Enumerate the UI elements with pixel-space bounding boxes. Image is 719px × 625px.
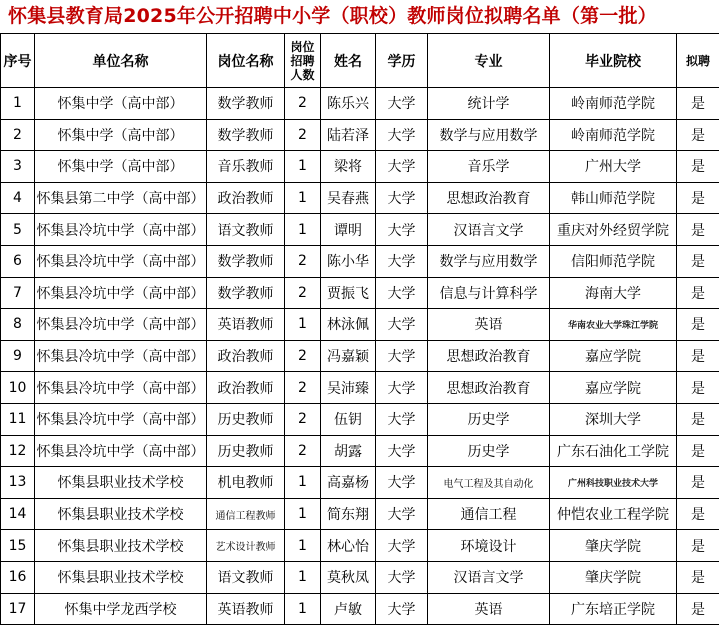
cell-seq: 6 <box>1 245 35 277</box>
cell-seq: 5 <box>1 214 35 246</box>
cell-major: 历史学 <box>428 435 550 467</box>
cell-major: 思想政治教育 <box>428 182 550 214</box>
cell-name: 贾振飞 <box>321 277 376 309</box>
table-row <box>1 88 719 120</box>
table-row <box>1 561 719 593</box>
cell-hire: 是 <box>677 403 719 435</box>
cell-seq: 4 <box>1 182 35 214</box>
cell-quota: 1 <box>285 309 321 341</box>
cell-unit: 怀集中学龙西学校 <box>35 593 207 625</box>
cell-school: 仲恺农业工程学院 <box>550 498 677 530</box>
cell-major: 英语 <box>428 309 550 341</box>
table-row <box>1 593 719 625</box>
cell-edu: 大学 <box>376 214 428 246</box>
cell-edu: 大学 <box>376 151 428 183</box>
cell-post: 历史教师 <box>207 435 285 467</box>
cell-hire: 是 <box>677 182 719 214</box>
cell-hire: 是 <box>677 277 719 309</box>
cell-quota: 1 <box>285 214 321 246</box>
cell-name: 胡露 <box>321 435 376 467</box>
cell-name: 陈小华 <box>321 245 376 277</box>
cell-quota: 2 <box>285 277 321 309</box>
cell-post: 艺术设计教师 <box>207 530 285 562</box>
cell-seq: 3 <box>1 151 35 183</box>
cell-seq: 15 <box>1 530 35 562</box>
cell-name: 伍钥 <box>321 403 376 435</box>
cell-school: 广州大学 <box>550 151 677 183</box>
cell-quota: 1 <box>285 467 321 499</box>
table-row <box>1 530 719 562</box>
cell-post: 英语教师 <box>207 593 285 625</box>
header-seq: 序号 <box>1 34 35 88</box>
cell-school: 重庆对外经贸学院 <box>550 214 677 246</box>
header-unit: 单位名称 <box>35 34 207 88</box>
cell-school: 深圳大学 <box>550 403 677 435</box>
cell-unit: 怀集县职业技术学校 <box>35 498 207 530</box>
cell-post: 音乐教师 <box>207 151 285 183</box>
cell-name: 林泳佩 <box>321 309 376 341</box>
cell-school: 岭南师范学院 <box>550 119 677 151</box>
cell-unit: 怀集县冷坑中学（高中部） <box>35 245 207 277</box>
cell-edu: 大学 <box>376 309 428 341</box>
cell-edu: 大学 <box>376 277 428 309</box>
cell-hire: 是 <box>677 119 719 151</box>
cell-name: 谭明 <box>321 214 376 246</box>
cell-school: 肇庆学院 <box>550 561 677 593</box>
cell-name: 莫秋凤 <box>321 561 376 593</box>
cell-school: 嘉应学院 <box>550 340 677 372</box>
cell-quota: 1 <box>285 182 321 214</box>
cell-quota: 2 <box>285 119 321 151</box>
cell-seq: 10 <box>1 372 35 404</box>
cell-quota: 1 <box>285 561 321 593</box>
cell-quota: 2 <box>285 245 321 277</box>
table-header-row <box>1 34 719 88</box>
cell-school: 海南大学 <box>550 277 677 309</box>
cell-edu: 大学 <box>376 530 428 562</box>
cell-post: 政治教师 <box>207 340 285 372</box>
cell-school: 信阳师范学院 <box>550 245 677 277</box>
hiring-table <box>0 33 719 625</box>
cell-hire: 是 <box>677 214 719 246</box>
table-row <box>1 498 719 530</box>
cell-major: 电气工程及其自动化 <box>428 467 550 499</box>
cell-post: 政治教师 <box>207 182 285 214</box>
cell-school: 广州科技职业技术大学 <box>550 467 677 499</box>
cell-seq: 9 <box>1 340 35 372</box>
cell-edu: 大学 <box>376 182 428 214</box>
table-row <box>1 340 719 372</box>
cell-hire: 是 <box>677 530 719 562</box>
cell-hire: 是 <box>677 88 719 120</box>
cell-name: 卢敏 <box>321 593 376 625</box>
table-row <box>1 467 719 499</box>
cell-seq: 12 <box>1 435 35 467</box>
table-row <box>1 309 719 341</box>
cell-name: 简东翔 <box>321 498 376 530</box>
cell-major: 英语 <box>428 593 550 625</box>
cell-post: 数学教师 <box>207 119 285 151</box>
table-row <box>1 372 719 404</box>
cell-unit: 怀集县冷坑中学（高中部） <box>35 214 207 246</box>
cell-seq: 11 <box>1 403 35 435</box>
cell-unit: 怀集中学（高中部） <box>35 119 207 151</box>
cell-hire: 是 <box>677 561 719 593</box>
cell-school: 韩山师范学院 <box>550 182 677 214</box>
cell-quota: 2 <box>285 340 321 372</box>
cell-quota: 2 <box>285 88 321 120</box>
cell-edu: 大学 <box>376 593 428 625</box>
cell-name: 高嘉杨 <box>321 467 376 499</box>
cell-quota: 2 <box>285 372 321 404</box>
cell-name: 林心怡 <box>321 530 376 562</box>
cell-name: 陆若泽 <box>321 119 376 151</box>
table-row <box>1 214 719 246</box>
cell-unit: 怀集县冷坑中学（高中部） <box>35 435 207 467</box>
cell-quota: 2 <box>285 403 321 435</box>
header-quota: 岗位招聘人数 <box>285 34 321 88</box>
cell-major: 音乐学 <box>428 151 550 183</box>
cell-hire: 是 <box>677 498 719 530</box>
table-row <box>1 151 719 183</box>
cell-seq: 14 <box>1 498 35 530</box>
cell-post: 语文教师 <box>207 214 285 246</box>
cell-unit: 怀集中学（高中部） <box>35 151 207 183</box>
cell-edu: 大学 <box>376 403 428 435</box>
cell-unit: 怀集县职业技术学校 <box>35 561 207 593</box>
header-major: 专业 <box>428 34 550 88</box>
cell-school: 广东培正学院 <box>550 593 677 625</box>
cell-major: 数学与应用数学 <box>428 119 550 151</box>
table-row <box>1 182 719 214</box>
cell-seq: 7 <box>1 277 35 309</box>
cell-post: 政治教师 <box>207 372 285 404</box>
cell-major: 汉语言文学 <box>428 214 550 246</box>
cell-seq: 16 <box>1 561 35 593</box>
cell-hire: 是 <box>677 151 719 183</box>
cell-seq: 2 <box>1 119 35 151</box>
cell-quota: 1 <box>285 530 321 562</box>
cell-edu: 大学 <box>376 88 428 120</box>
cell-name: 梁将 <box>321 151 376 183</box>
cell-seq: 13 <box>1 467 35 499</box>
header-hire: 拟聘 <box>677 34 719 88</box>
cell-post: 机电教师 <box>207 467 285 499</box>
cell-post: 语文教师 <box>207 561 285 593</box>
cell-seq: 17 <box>1 593 35 625</box>
cell-seq: 1 <box>1 88 35 120</box>
cell-major: 信息与计算科学 <box>428 277 550 309</box>
page-title: 怀集县教育局2025年公开招聘中小学（职校）教师岗位拟聘名单（第一批） <box>0 0 719 33</box>
cell-post: 数学教师 <box>207 88 285 120</box>
cell-unit: 怀集县冷坑中学（高中部） <box>35 340 207 372</box>
cell-edu: 大学 <box>376 498 428 530</box>
cell-unit: 怀集县第二中学（高中部） <box>35 182 207 214</box>
cell-edu: 大学 <box>376 561 428 593</box>
cell-school: 嘉应学院 <box>550 372 677 404</box>
cell-quota: 1 <box>285 593 321 625</box>
cell-unit: 怀集县冷坑中学（高中部） <box>35 277 207 309</box>
header-school: 毕业院校 <box>550 34 677 88</box>
table-row <box>1 119 719 151</box>
cell-major: 通信工程 <box>428 498 550 530</box>
cell-school: 肇庆学院 <box>550 530 677 562</box>
cell-hire: 是 <box>677 245 719 277</box>
cell-quota: 1 <box>285 151 321 183</box>
cell-major: 数学与应用数学 <box>428 245 550 277</box>
table-row <box>1 245 719 277</box>
table-row <box>1 435 719 467</box>
cell-post: 数学教师 <box>207 277 285 309</box>
cell-major: 思想政治教育 <box>428 372 550 404</box>
cell-edu: 大学 <box>376 435 428 467</box>
cell-edu: 大学 <box>376 372 428 404</box>
header-edu: 学历 <box>376 34 428 88</box>
cell-unit: 怀集县冷坑中学（高中部） <box>35 309 207 341</box>
cell-name: 冯嘉颖 <box>321 340 376 372</box>
cell-school: 广东石油化工学院 <box>550 435 677 467</box>
cell-major: 统计学 <box>428 88 550 120</box>
cell-major: 环境设计 <box>428 530 550 562</box>
cell-quota: 2 <box>285 435 321 467</box>
cell-hire: 是 <box>677 340 719 372</box>
cell-edu: 大学 <box>376 245 428 277</box>
cell-name: 吴春燕 <box>321 182 376 214</box>
cell-edu: 大学 <box>376 340 428 372</box>
cell-unit: 怀集中学（高中部） <box>35 88 207 120</box>
cell-school: 岭南师范学院 <box>550 88 677 120</box>
cell-quota: 1 <box>285 498 321 530</box>
cell-post: 通信工程教师 <box>207 498 285 530</box>
cell-edu: 大学 <box>376 467 428 499</box>
table-row <box>1 277 719 309</box>
cell-unit: 怀集县职业技术学校 <box>35 530 207 562</box>
cell-post: 历史教师 <box>207 403 285 435</box>
cell-seq: 8 <box>1 309 35 341</box>
cell-hire: 是 <box>677 309 719 341</box>
cell-hire: 是 <box>677 372 719 404</box>
header-name: 姓名 <box>321 34 376 88</box>
cell-name: 吴沛臻 <box>321 372 376 404</box>
cell-post: 英语教师 <box>207 309 285 341</box>
cell-hire: 是 <box>677 593 719 625</box>
header-post: 岗位名称 <box>207 34 285 88</box>
cell-major: 思想政治教育 <box>428 340 550 372</box>
cell-school: 华南农业大学珠江学院 <box>550 309 677 341</box>
cell-hire: 是 <box>677 435 719 467</box>
cell-name: 陈乐兴 <box>321 88 376 120</box>
cell-edu: 大学 <box>376 119 428 151</box>
table-row <box>1 403 719 435</box>
cell-unit: 怀集县冷坑中学（高中部） <box>35 403 207 435</box>
cell-post: 数学教师 <box>207 245 285 277</box>
cell-major: 汉语言文学 <box>428 561 550 593</box>
cell-unit: 怀集县冷坑中学（高中部） <box>35 372 207 404</box>
cell-hire: 是 <box>677 467 719 499</box>
cell-unit: 怀集县职业技术学校 <box>35 467 207 499</box>
cell-major: 历史学 <box>428 403 550 435</box>
